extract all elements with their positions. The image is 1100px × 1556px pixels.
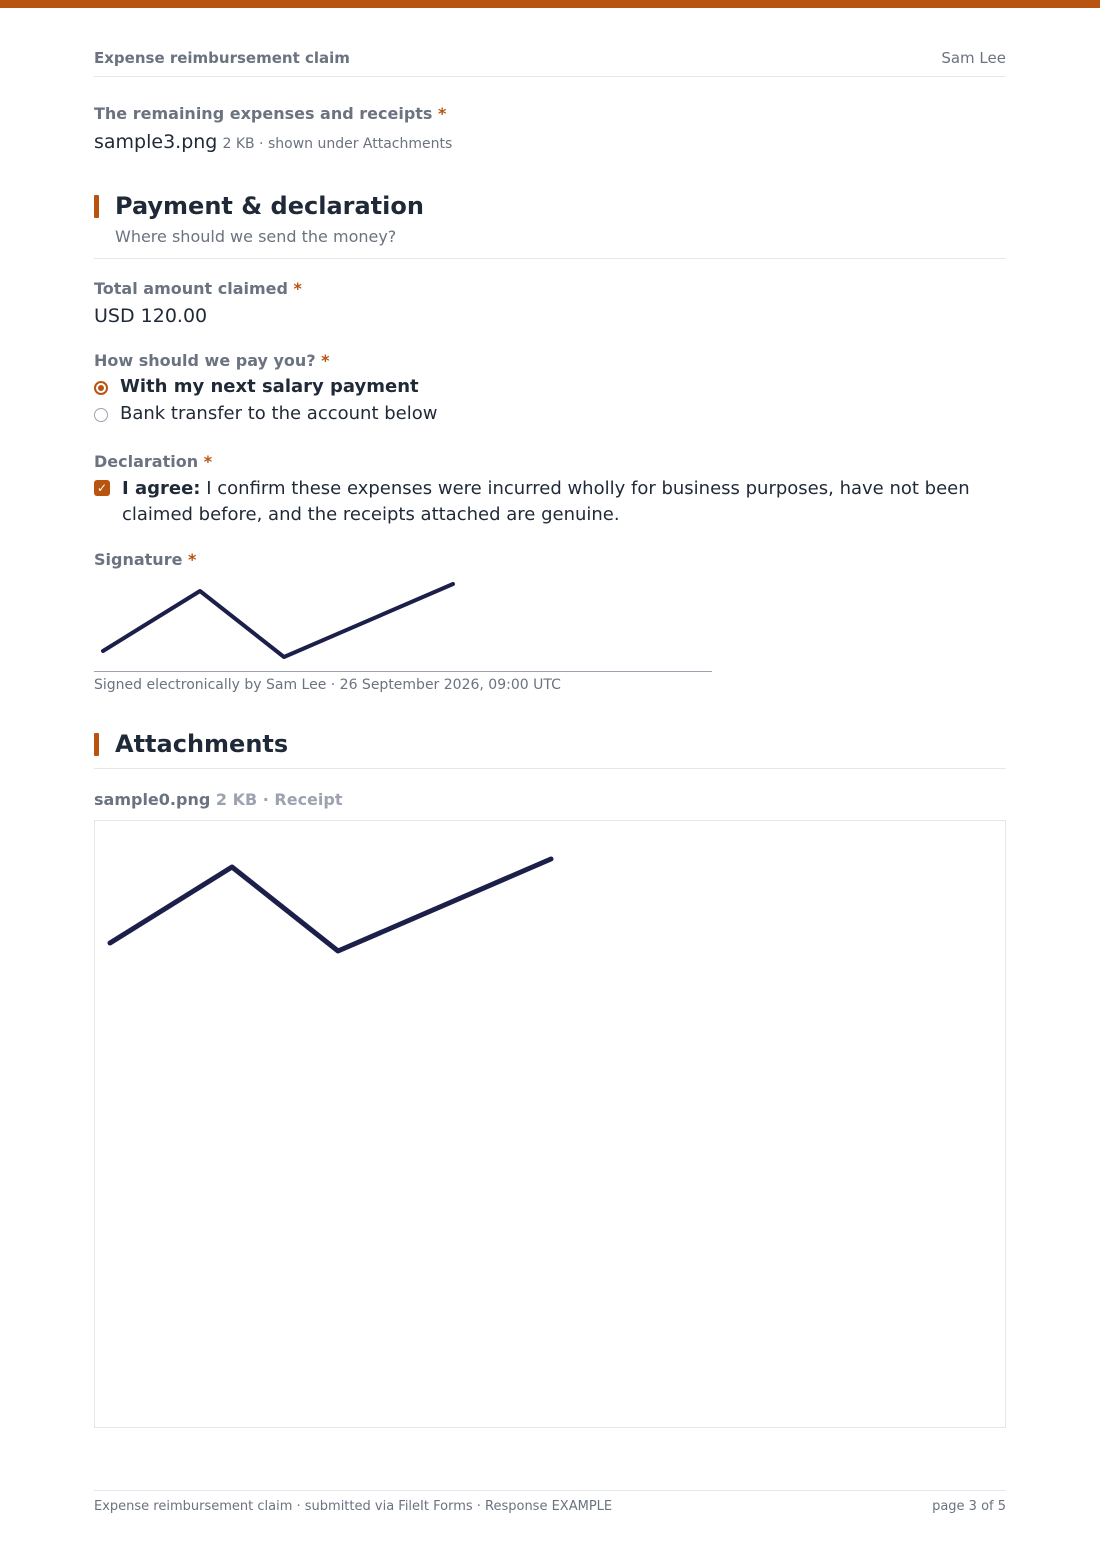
- attachment-caption: [94, 790, 342, 809]
- top-accent-bar: [0, 0, 1100, 8]
- declaration-checkbox-row[interactable]: [94, 476, 1006, 532]
- required-marker: *: [293, 279, 302, 298]
- agree-label: I agree:: [122, 478, 201, 499]
- radio-option-label: Bank transfer to the account below: [120, 403, 438, 424]
- payment-section-subtitle: Where should we send the money?: [115, 227, 397, 246]
- required-marker: *: [321, 351, 330, 370]
- total-amount-label: [94, 279, 302, 298]
- receipts-file-meta: 2 KB · shown under Attachments: [222, 136, 453, 152]
- receipts-field-label: [94, 104, 446, 123]
- radio-option-label: With my next salary payment: [120, 376, 419, 397]
- attachment-file-meta: 2 KB · Receipt: [215, 790, 343, 809]
- declaration-field: [94, 452, 1006, 532]
- radio-unselected-icon[interactable]: [94, 408, 108, 422]
- respondent-name: Sam Lee: [941, 49, 1006, 67]
- attachment-image: [95, 821, 1005, 1427]
- receipts-file-name[interactable]: sample3.png: [94, 131, 218, 153]
- receipts-file: [94, 131, 452, 153]
- required-marker: *: [188, 550, 197, 569]
- signature-line: [94, 671, 712, 672]
- total-amount-value: USD 120.00: [94, 305, 208, 327]
- receipts-field-label-text: The remaining expenses and receipts: [94, 104, 433, 123]
- page-footer: [94, 1490, 1006, 1521]
- required-marker: *: [203, 452, 213, 471]
- payment-section-title: Payment & declaration: [115, 192, 424, 220]
- payment-method-label: [94, 351, 330, 370]
- declaration-text: [122, 476, 992, 528]
- radio-selected-icon[interactable]: [94, 381, 108, 395]
- radio-option-salary[interactable]: [94, 376, 594, 400]
- payment-section-heading: [94, 192, 1006, 259]
- receipts-field: [94, 104, 1006, 160]
- attachments-section-title: Attachments: [115, 730, 289, 758]
- section-accent-bar: [94, 195, 99, 218]
- attachment-preview: [94, 820, 1006, 1428]
- checkbox-checked-icon[interactable]: ✓: [94, 480, 110, 496]
- payment-method-field: [94, 351, 1006, 431]
- required-marker: *: [438, 104, 447, 123]
- page-number: page 3 of 5: [932, 1499, 1006, 1514]
- attachments-section-heading: [94, 730, 1006, 769]
- payment-method-label-text: How should we pay you?: [94, 351, 316, 370]
- total-amount-field: [94, 279, 1006, 331]
- attachment-file-name[interactable]: sample0.png: [94, 790, 211, 809]
- signature-label-text: Signature: [94, 550, 183, 569]
- form-title: Expense reimbursement claim: [94, 49, 350, 67]
- declaration-label-text: Declaration: [94, 452, 199, 471]
- total-amount-label-text: Total amount claimed: [94, 279, 288, 298]
- signature-image: [94, 578, 714, 668]
- section-accent-bar: [94, 733, 99, 756]
- declaration-statement: I confirm these expenses were incurred wholly for business purposes, have not been claimed before, and the receipts attached are genuine.: [122, 478, 970, 525]
- signature-label: [94, 550, 196, 569]
- declaration-label: [94, 452, 212, 471]
- signature-caption: Signed electronically by Sam Lee · 26 September 2026, 09:00 UTC: [94, 677, 561, 693]
- running-header: [94, 48, 1006, 77]
- footer-info: Expense reimbursement claim · submitted via FileIt Forms · Response EXAMPLE: [94, 1499, 613, 1514]
- radio-option-bank-transfer[interactable]: [94, 403, 594, 427]
